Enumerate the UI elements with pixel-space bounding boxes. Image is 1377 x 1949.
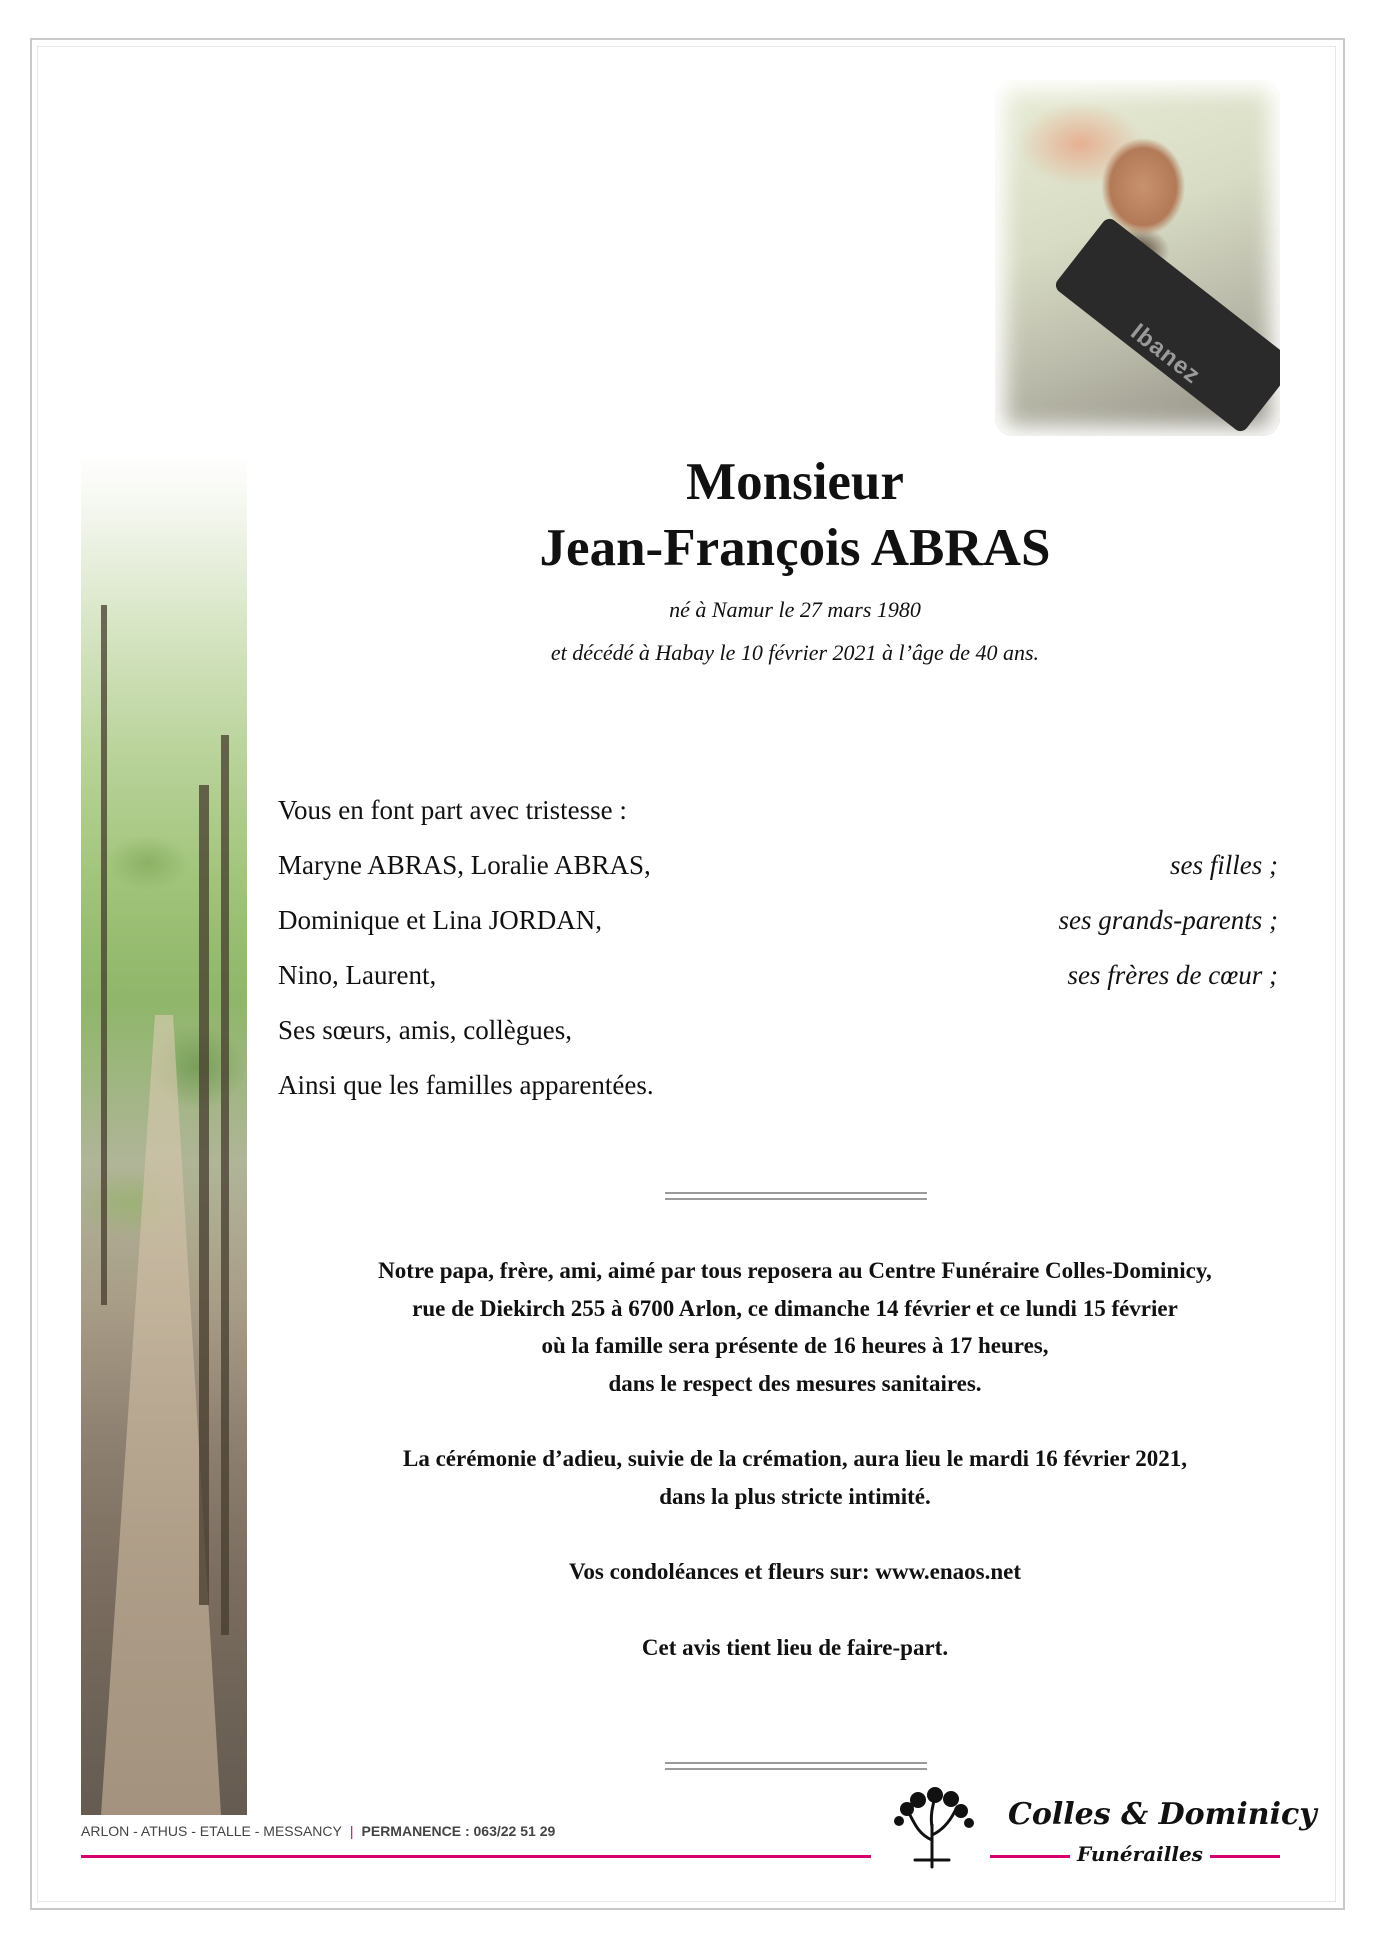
family-row <box>278 1015 1278 1051</box>
guitar-brand-text: Ibanez <box>1125 318 1206 390</box>
visitation-notice <box>250 1252 1340 1402</box>
divider <box>665 1762 927 1770</box>
family-row <box>278 850 1278 886</box>
family-relation: ses filles ; <box>1170 850 1278 880</box>
tree-trunk <box>199 785 209 1605</box>
family-row <box>278 960 1278 996</box>
condolences-notice <box>250 1553 1340 1591</box>
notice-line: Notre papa, frère, ami, aimé par tous reposera au Centre Funéraire Colles-Dominicy, <box>378 1258 1212 1283</box>
tree-trunk <box>101 605 107 1305</box>
family-name: Nino, Laurent, <box>278 960 437 990</box>
footer-separator: | <box>349 1823 354 1839</box>
brand-accent-line <box>990 1855 1070 1858</box>
footer-locations: ARLON - ATHUS - ETALLE - MESSANCY <box>81 1823 342 1839</box>
footer-permanence: PERMANENCE : 063/22 51 29 <box>361 1823 556 1839</box>
brand-name: Colles & Dominicy <box>1008 1797 1317 1832</box>
guitar-headstock <box>1053 216 1280 435</box>
notice-line: dans le respect des mesures sanitaires. <box>608 1370 982 1396</box>
notice-line: dans la plus stricte intimité. <box>659 1483 931 1509</box>
family-name: Ainsi que les familles apparentées. <box>278 1070 654 1100</box>
birth-info: né à Namur le 27 mars 1980 <box>669 597 921 622</box>
notice-line: Vos condoléances et fleurs sur: www.enaos.net <box>568 1559 1022 1584</box>
family-row <box>278 1070 1278 1106</box>
family-name: Ses sœurs, amis, collègues, <box>278 1015 572 1045</box>
tree-logo-icon <box>885 1785 980 1870</box>
faire-part-notice <box>250 1629 1340 1667</box>
ceremony-notice <box>250 1440 1340 1515</box>
footer-accent-line <box>81 1855 871 1858</box>
family-relation: ses frères de cœur ; <box>1067 960 1278 990</box>
family-intro: Vous en font part avec tristesse : <box>278 795 627 825</box>
deceased-name: Jean-François ABRAS <box>539 519 1051 577</box>
notice-line: rue de Diekirch 255 à 6700 Arlon, ce dimanche 14 février et ce lundi 15 février <box>412 1295 1178 1321</box>
family-row <box>278 905 1278 941</box>
notice-line: où la famille sera présente de 16 heures à 17 heures, <box>541 1333 1049 1358</box>
notice-line: Cet avis tient lieu de faire-part. <box>641 1635 949 1660</box>
brand-subtitle: Funérailles <box>1077 1842 1203 1866</box>
title-honorific: Monsieur <box>686 453 904 511</box>
family-intro-row <box>278 795 1278 831</box>
tree-trunk <box>221 735 229 1635</box>
divider <box>665 1192 927 1200</box>
family-name: Maryne ABRAS, Loralie ABRAS, <box>278 850 651 880</box>
family-name: Dominique et Lina JORDAN, <box>278 905 602 935</box>
footer-contact <box>81 1823 555 1839</box>
brand-accent-line <box>1210 1855 1280 1858</box>
notice-line: La cérémonie d’adieu, suivie de la crémation, aura lieu le mardi 16 février 2021, <box>403 1446 1187 1471</box>
family-relation: ses grands-parents ; <box>1058 905 1278 935</box>
forest-path-image <box>81 455 247 1815</box>
portrait-photo <box>995 80 1280 436</box>
death-info: et décédé à Habay le 10 février 2021 à l’âge de 40 ans. <box>550 640 1040 665</box>
